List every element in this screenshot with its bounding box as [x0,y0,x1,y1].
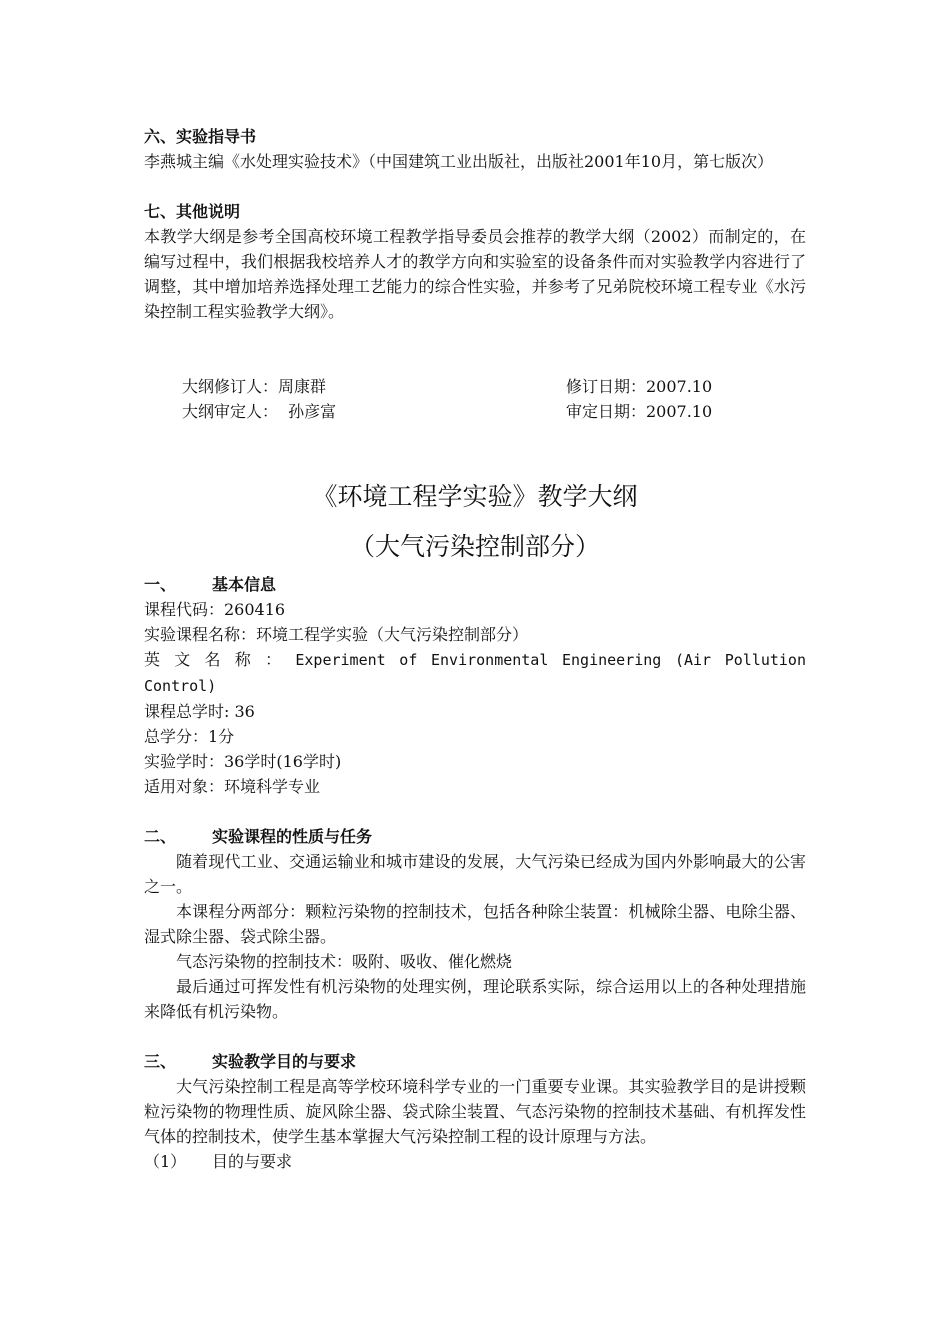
purpose-sub-heading [144,1149,806,1174]
purpose-title: 实验教学目的与要求 [212,1052,357,1071]
course-name: 实验课程名称：环境工程学实验（大气污染控制部分） [144,625,529,644]
document-page [144,124,806,1174]
english-name [144,647,806,699]
nature-p3: 气态污染物的控制技术：吸附、吸收、催化燃烧 [176,952,513,971]
doc-title: 《环境工程学实验》教学大纲 [312,482,638,511]
approver: 大纲审定人： 孙彦富 [182,402,337,421]
signoff-row-2 [144,399,806,424]
purpose-sub-num: （1） [144,1152,187,1171]
doc-subtitle: （大气污染控制部分） [349,532,600,561]
nature-p2: 本课程分两部分：颗粒污染物的控制技术，包括各种除尘装置：机械除尘器、电除尘器、湿式除尘器、袋式除尘器。 [144,902,806,946]
section-7-text: 本教学大纲是参考全国高校环境工程教学指导委员会推荐的教学大纲（2002）而制定的，在编写过程中，我们根据我校培养人才的教学方向和实验室的设备条件而对实验教学内容进行了调整，其中增加培养选择处理工艺能力的综合性实验，并参考了兄弟院校环境工程专业《水污染控制工程实验教学大纲》。 [144,227,806,321]
nature-heading [144,824,806,849]
section-6-text: 李燕城主编《水处理实验技术》（中国建筑工业出版社，出版社2001年10月，第七版次） [144,152,774,171]
reviser: 大纲修订人：周康群 [182,377,327,396]
lab-hours: 实验学时：36学时(16学时) [144,752,342,771]
audience: 适用对象：环境科学专业 [144,777,321,796]
revise-date: 修订日期：2007.10 [566,377,713,396]
nature-num: 二、 [144,827,177,846]
credits: 总学分：1分 [144,727,235,746]
signoff-row-1 [144,374,806,399]
purpose-num: 三、 [144,1052,177,1071]
total-hours: 课程总学时: 36 [144,702,255,721]
purpose-p1: 大气污染控制工程是高等学校环境科学专业的一门重要专业课。其实验教学目的是讲授颗粒污染物的物理性质、旋风除尘器、袋式除尘装置、气态污染物的控制技术基础、有机挥发性气体的控制技术，使学生基本掌握大气污染控制工程的设计原理与方法。 [144,1077,806,1146]
section-7-heading: 七、其他说明 [144,202,241,221]
english-name-label: 英 文 名 称 ： [144,650,286,669]
basic-info-title: 基本信息 [212,575,277,594]
nature-title: 实验课程的性质与任务 [212,827,373,846]
section-6-heading: 六、实验指导书 [144,127,257,146]
approve-date: 审定日期：2007.10 [566,402,713,421]
basic-info-heading [144,572,806,597]
nature-p4: 最后通过可挥发性有机污染物的处理实例，理论联系实际，综合运用以上的各种处理措施来降低有机污染物。 [144,977,806,1021]
nature-p1: 随着现代工业、交通运输业和城市建设的发展，大气污染已经成为国内外影响最大的公害之一。 [144,852,806,896]
english-name-value: Experiment of Environmental Engineering (Air Pollution Control) [144,651,806,695]
purpose-heading [144,1049,806,1074]
course-code: 课程代码：260416 [144,600,286,619]
basic-info-num: 一、 [144,575,177,594]
purpose-sub-title: 目的与要求 [212,1152,293,1171]
